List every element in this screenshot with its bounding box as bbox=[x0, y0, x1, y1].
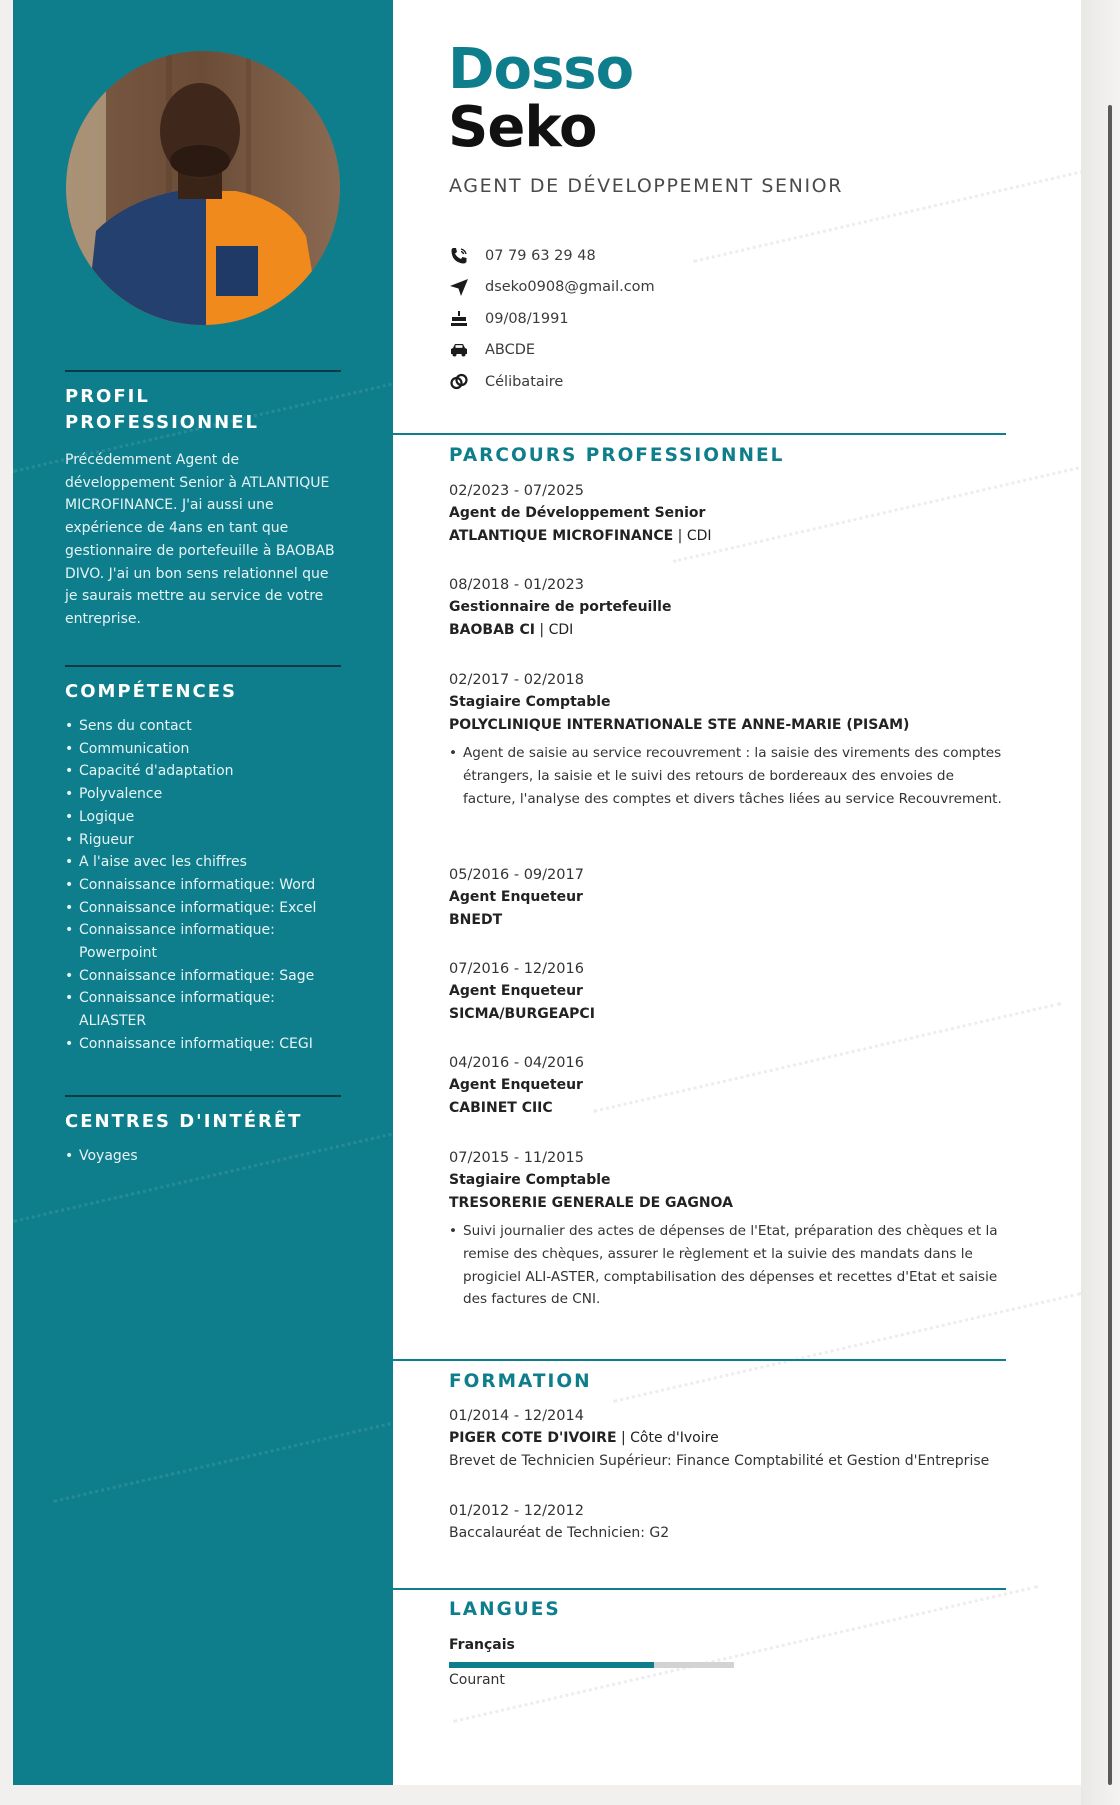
job-org bbox=[449, 714, 1009, 737]
section-divider bbox=[65, 665, 341, 667]
job-dates: 02/2023 - 07/2025 bbox=[449, 483, 584, 499]
resume-page bbox=[13, 0, 1081, 1785]
education-location: | Côte d'Ivoire bbox=[616, 1430, 719, 1446]
skill-item: • Sens du contact bbox=[65, 715, 341, 738]
section-divider bbox=[65, 1095, 341, 1097]
job-org bbox=[449, 619, 1009, 642]
skills-list bbox=[65, 715, 341, 1056]
scrollbar[interactable] bbox=[1108, 105, 1112, 1785]
job-dates: 04/2016 - 04/2016 bbox=[449, 1055, 584, 1071]
job-dates: 08/2018 - 01/2023 bbox=[449, 577, 584, 593]
contact-text: 07 79 63 29 48 bbox=[485, 247, 596, 264]
job-description bbox=[449, 1220, 1009, 1311]
job-company: BNEDT bbox=[449, 911, 503, 928]
job-entry bbox=[449, 958, 1009, 1025]
job-entry bbox=[449, 480, 1009, 547]
contact-birthdate bbox=[449, 303, 655, 335]
job-description-item: • Suivi journalier des actes de dépenses de l'Etat, préparation des chèques et la remise des chèques, assurer le règlement et la suivie des mandats dans le progiciel ALI-ASTER, comptabilisation des dépenses et recettes d'Etat et saisie des factures de CNI. bbox=[463, 1220, 1009, 1311]
skill-item: • Capacité d'adaptation bbox=[65, 760, 341, 783]
job-company: POLYCLINIQUE INTERNATIONALE STE ANNE-MARIE (PISAM) bbox=[449, 716, 910, 733]
car-icon bbox=[449, 340, 469, 360]
skill-item: • Connaissance informatique: ALIASTER bbox=[65, 987, 341, 1032]
job-role: Stagiaire Comptable bbox=[449, 1172, 611, 1188]
last-name: Seko bbox=[448, 95, 597, 160]
job-role: Agent de Développement Senior bbox=[449, 505, 706, 521]
skill-item: • Logique bbox=[65, 806, 341, 829]
job-entry bbox=[449, 669, 1009, 810]
main-column bbox=[393, 0, 1081, 1785]
section-divider bbox=[393, 1588, 1006, 1590]
education-title: FORMATION bbox=[449, 1371, 592, 1392]
job-role: Stagiaire Comptable bbox=[449, 694, 611, 710]
education-school bbox=[449, 1427, 1069, 1450]
skill-item: • A l'aise avec les chiffres bbox=[65, 851, 341, 874]
job-entry bbox=[449, 1052, 1009, 1119]
job-org bbox=[449, 525, 1009, 548]
job-description-item: • Agent de saisie au service recouvrement : la saisie des virements des comptes étrangers, la saisie et le suivi des retours de bordereaux des envoies de facture, l'analyse des comptes et divers tâches liées au service Recouvrement. bbox=[463, 742, 1009, 810]
skill-item: • Communication bbox=[65, 738, 341, 761]
language-entry bbox=[449, 1634, 1009, 1657]
education-entry bbox=[449, 1405, 1069, 1472]
skill-item: • Connaissance informatique: Powerpoint bbox=[65, 919, 341, 964]
education-dates: 01/2012 - 12/2012 bbox=[449, 1503, 584, 1519]
job-contract: | CDI bbox=[534, 621, 574, 638]
job-org bbox=[449, 909, 1009, 932]
profile-section bbox=[65, 370, 341, 631]
job-company: BAOBAB CI bbox=[449, 621, 535, 638]
languages-title: LANGUES bbox=[449, 1599, 561, 1620]
education-school-name: PIGER COTE D'IVOIRE bbox=[449, 1430, 617, 1446]
job-dates: 07/2016 - 12/2016 bbox=[449, 961, 584, 977]
skill-item: • Polyvalence bbox=[65, 783, 341, 806]
job-entry bbox=[449, 574, 1009, 641]
sidebar bbox=[13, 0, 393, 1785]
job-entry bbox=[449, 864, 1009, 931]
job-dates: 02/2017 - 02/2018 bbox=[449, 672, 584, 688]
contact-list bbox=[449, 240, 655, 398]
contact-text: 09/08/1991 bbox=[485, 310, 569, 327]
job-role: Gestionnaire de portefeuille bbox=[449, 599, 672, 615]
skill-item: • Connaissance informatique: Sage bbox=[65, 965, 341, 988]
contact-text: ABCDE bbox=[485, 342, 536, 359]
job-company: CABINET CIIC bbox=[449, 1099, 553, 1116]
language-level-bar bbox=[449, 1662, 734, 1668]
profile-title: PROFIL PROFESSIONNEL bbox=[65, 386, 259, 433]
education-entry bbox=[449, 1500, 1009, 1545]
first-name: Dosso bbox=[448, 37, 634, 102]
skills-title: COMPÉTENCES bbox=[65, 681, 238, 702]
send-icon bbox=[449, 277, 469, 297]
job-company: TRESORERIE GENERALE DE GAGNOA bbox=[449, 1194, 733, 1211]
job-org bbox=[449, 1097, 1009, 1120]
job-dates: 07/2015 - 11/2015 bbox=[449, 1150, 584, 1166]
section-divider bbox=[65, 370, 341, 372]
language-level-fill bbox=[449, 1662, 654, 1668]
skills-section bbox=[65, 665, 341, 1056]
education-dates: 01/2014 - 12/2014 bbox=[449, 1408, 584, 1424]
job-description bbox=[449, 742, 1009, 810]
section-divider bbox=[393, 1359, 1006, 1361]
language-level: Courant bbox=[449, 1672, 505, 1688]
rings-icon bbox=[449, 372, 469, 392]
job-company: ATLANTIQUE MICROFINANCE bbox=[449, 527, 674, 544]
contact-text: Célibataire bbox=[485, 373, 564, 390]
skill-item: • Rigueur bbox=[65, 829, 341, 852]
job-dates: 05/2016 - 09/2017 bbox=[449, 867, 584, 883]
skill-item: • Connaissance informatique: Word bbox=[65, 874, 341, 897]
skill-item: • Connaissance informatique: CEGI bbox=[65, 1033, 341, 1056]
job-entry bbox=[449, 1147, 1009, 1311]
job-contract: | CDI bbox=[673, 527, 712, 544]
job-org bbox=[449, 1003, 1009, 1026]
language-level-entry bbox=[449, 1669, 1009, 1692]
education-degree: Brevet de Technicien Supérieur: Finance Comptabilité et Gestion d'Entreprise bbox=[449, 1452, 990, 1469]
contact-text[interactable]: dseko0908@gmail.com bbox=[485, 279, 655, 296]
skill-item: • Connaissance informatique: Excel bbox=[65, 897, 341, 920]
contact-license bbox=[449, 335, 655, 367]
contact-phone bbox=[449, 240, 655, 272]
experience-title: PARCOURS PROFESSIONNEL bbox=[449, 445, 785, 466]
interests-title: CENTRES D'INTÉRÊT bbox=[65, 1111, 303, 1132]
phone-icon bbox=[449, 246, 469, 266]
window-margin bbox=[1081, 0, 1120, 1805]
contact-email[interactable] bbox=[449, 272, 655, 304]
section-divider bbox=[393, 433, 1006, 435]
interests-list bbox=[65, 1145, 341, 1168]
language-name: Français bbox=[449, 1637, 515, 1653]
job-role: Agent Enqueteur bbox=[449, 983, 583, 999]
job-role: Agent Enqueteur bbox=[449, 889, 583, 905]
job-org bbox=[449, 1192, 1009, 1215]
job-company: SICMA/BURGEAPCI bbox=[449, 1005, 595, 1022]
interest-item: • Voyages bbox=[65, 1145, 341, 1168]
profile-photo bbox=[66, 51, 340, 325]
education-degree: Baccalauréat de Technicien: G2 bbox=[449, 1525, 670, 1541]
profile-summary: Précédemment Agent de développement Senior à ATLANTIQUE MICROFINANCE. J'ai aussi une expérience de 4ans en tant que gestionnaire de portefeuille à BAOBAB DIVO. J'ai un bon sens relationnel que je saurais mettre au service de votre entreprise. bbox=[65, 452, 335, 627]
birthday-icon bbox=[449, 309, 469, 329]
job-role: Agent Enqueteur bbox=[449, 1077, 583, 1093]
interests-section bbox=[65, 1095, 341, 1168]
job-title: AGENT DE DÉVELOPPEMENT SENIOR bbox=[449, 175, 844, 197]
contact-status bbox=[449, 366, 655, 398]
